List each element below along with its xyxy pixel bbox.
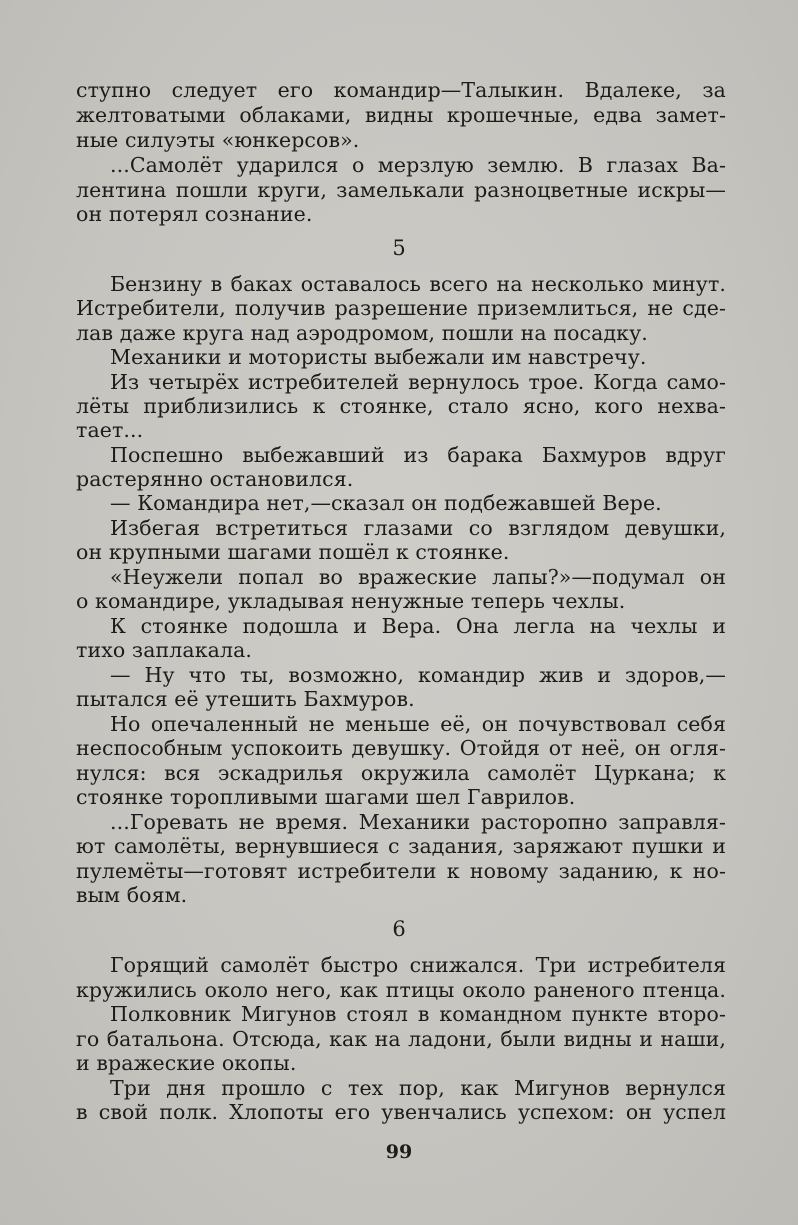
page-number: 99 xyxy=(385,1141,413,1163)
text-line: лёты приблизились к стоянке, стало ясно, кого нехва- xyxy=(76,394,726,418)
text-line: пытался её утешить Бахмуров. xyxy=(76,687,415,711)
text-line: Из четырёх истребителей вернулось трое. Когда само- xyxy=(110,370,726,394)
text-line: кружились около него, как птицы около раненого птенца. xyxy=(76,978,726,1002)
text-line: ют самолёты, вернувшиеся с задания, заряжают пушки и xyxy=(76,834,726,858)
text-line: ступно следует его командир—Талыкин. Вдалеке, за xyxy=(76,78,726,102)
text-line: — Ну что ты, возможно, командир жив и здоров,— xyxy=(110,663,726,687)
text-line: тихо заплакала. xyxy=(76,638,253,662)
text-line: Механики и мотористы выбежали им навстречу. xyxy=(110,345,647,369)
text-line: он крупными шагами пошёл к стоянке. xyxy=(76,540,510,564)
text-line: он потерял сознание. xyxy=(76,202,313,226)
text-line: К стоянке подошла и Вера. Она легла на чехлы и xyxy=(110,614,726,638)
text-line: неспособным успокоить девушку. Отойдя от неё, он огля- xyxy=(76,736,726,760)
text-line: — Командира нет,—сказал он подбежавшей Вере. xyxy=(110,491,662,515)
text-line: ...Самолёт ударился о мерзлую землю. В глазах Ва- xyxy=(110,153,726,177)
text-line: нулся: вся эскадрилья окружила самолёт Цуркана; к xyxy=(76,761,726,785)
text-line: Истребители, получив разрешение приземлиться, не сде- xyxy=(76,296,726,320)
text-line: тает... xyxy=(76,418,144,442)
text-line: пулемёты—готовят истребители к новому заданию, к но- xyxy=(76,859,726,883)
text-line: Бензину в баках оставалось всего на несколько минут. xyxy=(110,272,726,296)
text-line: ные силуэты «юнкерсов». xyxy=(76,128,360,152)
section-number: 5 xyxy=(392,236,406,260)
text-line: ...Горевать не время. Механики расторопно заправля- xyxy=(110,810,726,834)
text-line: «Неужели попал во вражеские лапы?»—подумал он xyxy=(110,565,726,589)
text-line: в свой полк. Хлопоты его увенчались успехом: он успел xyxy=(76,1100,726,1124)
text-line: Горящий самолёт быстро снижался. Три истребителя xyxy=(110,953,726,977)
text-line: Полковник Мигунов стоял в командном пункте второ- xyxy=(110,1002,726,1026)
text-line: Три дня прошло с тех пор, как Мигунов вернулся xyxy=(110,1076,726,1100)
section-number: 6 xyxy=(392,917,406,941)
text-line: о командире, укладывая ненужные теперь чехлы. xyxy=(76,589,626,613)
text-line: лав даже круга над аэродромом, пошли на посадку. xyxy=(76,321,648,345)
text-line: и вражеские окопы. xyxy=(76,1051,297,1075)
text-line: стоянке торопливыми шагами шел Гаврилов. xyxy=(76,785,576,809)
text-line: желтоватыми облаками, видны крошечные, едва замет- xyxy=(76,103,726,127)
text-line: Поспешно выбежавший из барака Бахмуров вдруг xyxy=(110,443,726,467)
text-line: Избегая встретиться глазами со взглядом девушки, xyxy=(110,516,726,540)
text-line: растерянно остановился. xyxy=(76,467,354,491)
text-line: го батальона. Отсюда, как на ладони, были видны и наши, xyxy=(76,1027,726,1051)
text-line: Но опечаленный не меньше её, он почувствовал себя xyxy=(110,712,726,736)
text-line: лентина пошли круги, замелькали разноцветные искры— xyxy=(76,178,726,202)
text-line: вым боям. xyxy=(76,883,188,907)
